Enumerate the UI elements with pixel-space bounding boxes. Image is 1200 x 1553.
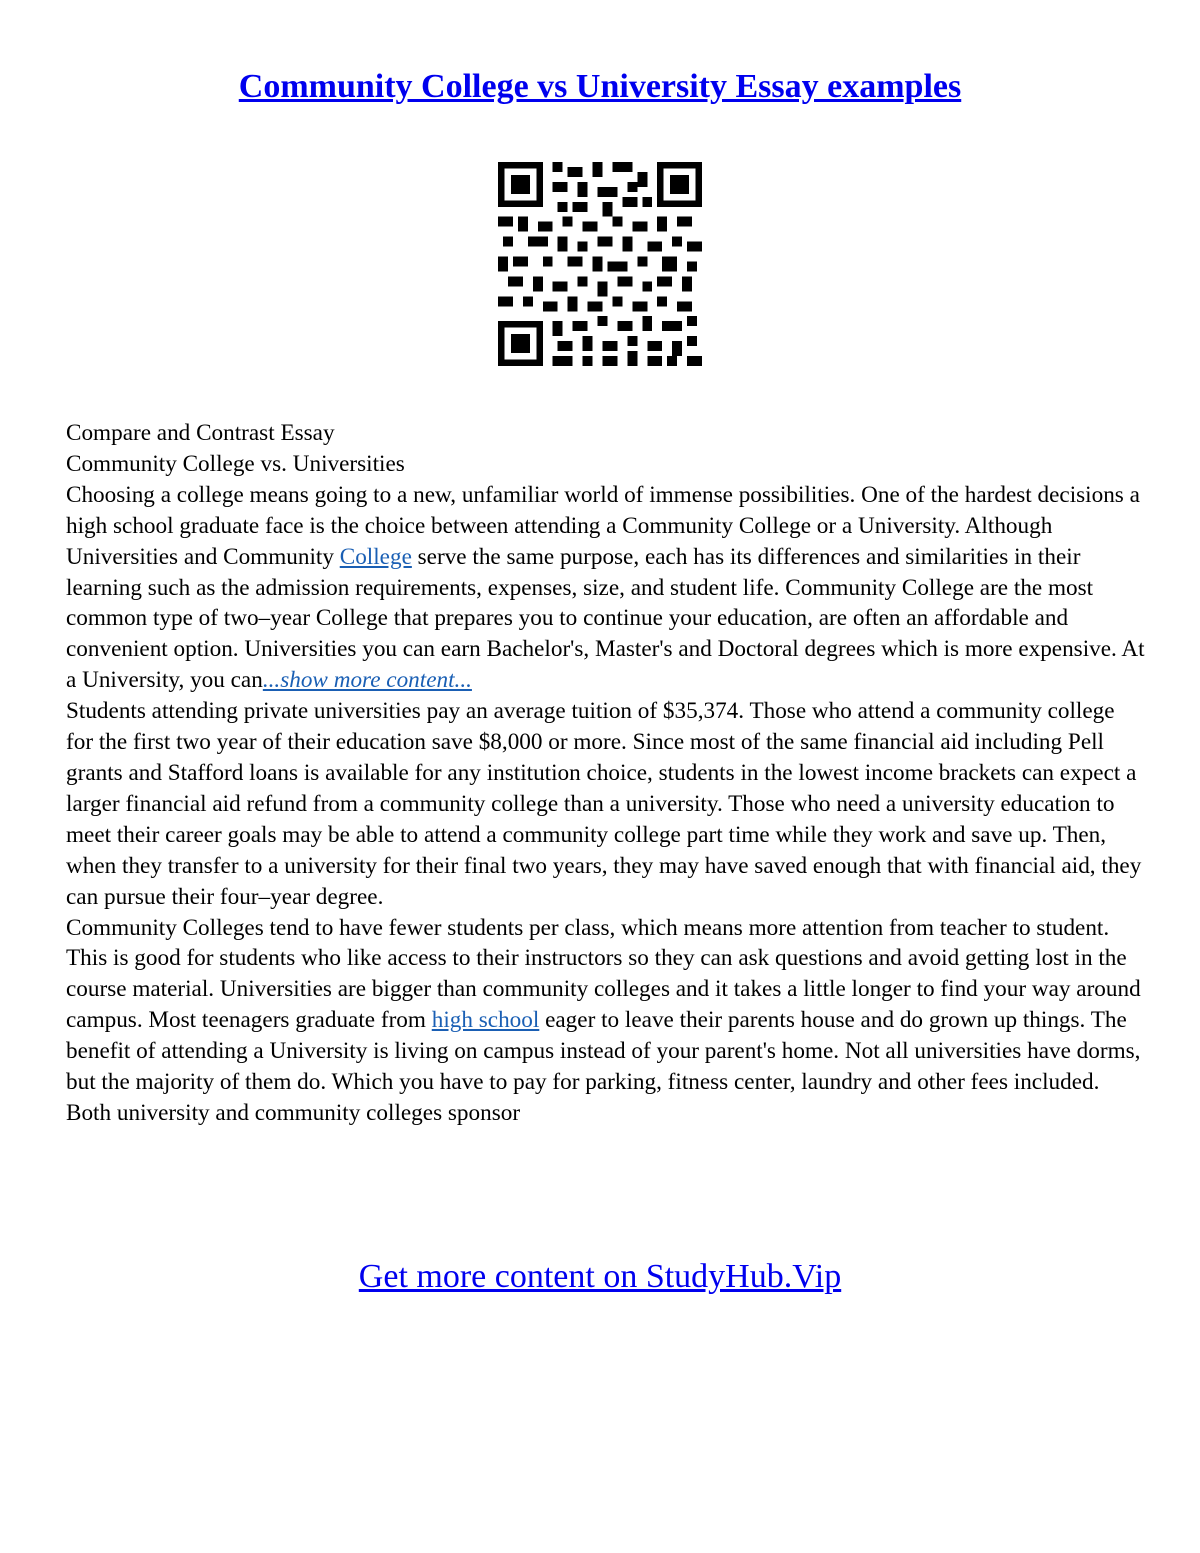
paragraph-3-text-b: eager to leave their parents house and do grown up things. The benefit of attending a University is living on campus instead of your parent's home. Not all universities have dorms, but the majority of them do. Which you have to pay for parking, fitness center, laundry and other fees included. Both university and community colleges sponsor bbox=[66, 1007, 1141, 1126]
essay-heading-1: Compare and Contrast Essay bbox=[66, 420, 335, 446]
paragraph-1-text-b: serve the same purpose, each has its differences and similarities in their learning such as the admission requirements, expenses, size, and student life. Community College are the most common type of two–year College that prepares you to continue your education, are often an affordable and convenient option. Universities you can earn Bachelor's, Master's and Doctoral degrees which is more expensive. At a University, you can bbox=[66, 543, 1145, 694]
essay-paragraph-3 bbox=[66, 913, 1146, 1129]
essay-body bbox=[66, 418, 1146, 1129]
document-title bbox=[0, 66, 1200, 108]
essay-paragraph-2: Students attending private universities pay an average tuition of $35,374. Those who attend a community college for the first two year of their education save $8,000 or more. Since most of the same financial aid including Pell grants and Stafford loans is available for any institution choice, students in the lowest income brackets can expect a larger financial aid refund from a community college than a university. Those who need a university education to meet their career goals may be able to attend a community college part time while they work and save up. Then, when they transfer to a university for their final two years, they may have saved enough that with financial aid, they can pursue their four–year degree. bbox=[66, 698, 1142, 910]
footer bbox=[0, 1256, 1200, 1298]
title-link[interactable]: Community College vs University Essay examples bbox=[238, 68, 962, 105]
paragraph-1-text-a: Choosing a college means going to a new, unfamiliar world of immense possibilities. One of the hardest decisions a high school graduate face is the choice between attending a Community College or a University. Although Universities and Community bbox=[66, 481, 1140, 570]
high-school-link[interactable]: high school bbox=[431, 1007, 540, 1034]
paragraph-3-text-a: Community Colleges tend to have fewer students per class, which means more attention from teacher to student. This is good for students who like access to their instructors so they can ask questions and avoid getting lost in the course material. Universities are bigger than community colleges and it takes a little longer to find your way around campus. Most teenagers graduate from bbox=[66, 914, 1141, 1034]
qr-code-icon bbox=[498, 162, 702, 366]
college-link[interactable]: College bbox=[339, 543, 412, 570]
show-more-link[interactable]: ...show more content... bbox=[262, 667, 472, 694]
essay-heading-2: Community College vs. Universities bbox=[66, 450, 405, 477]
essay-paragraph-1 bbox=[66, 480, 1146, 696]
studyhub-link[interactable]: Get more content on StudyHub.Vip bbox=[358, 1258, 842, 1295]
